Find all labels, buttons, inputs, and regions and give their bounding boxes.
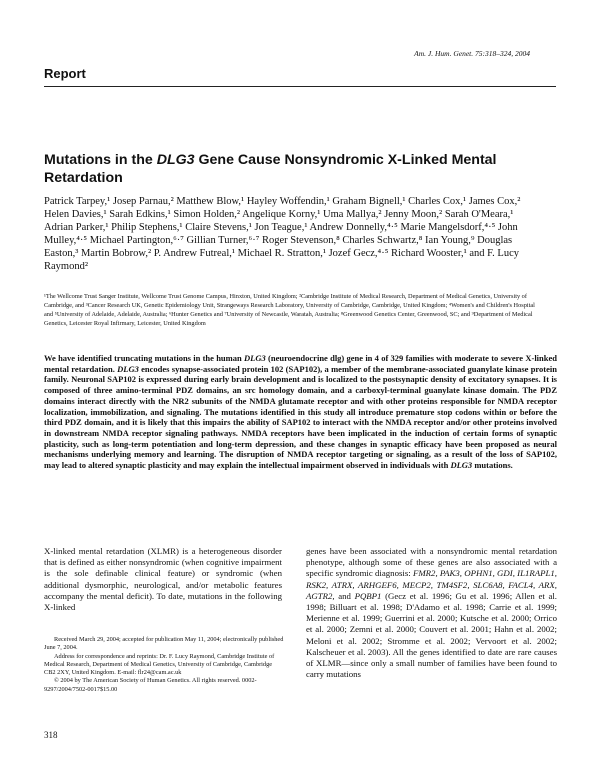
abstract-gene-3: DLG3: [450, 460, 473, 471]
body-right-part-2: (Gecz et al. 1996; Gu et al. 1996; Allen et al. 1998; Billuart et al. 1998; D'Adamo et al. 1998; Carrie et al. 1999; Merienne et al. 1999; Guerrini et al. 2000; Kutsche et al. 2000; Orrico et al. 2000; Zemni et al. 2000; Couvert et al. 2001; Hahn et al. 2002; Meloni et al. 2002; Stromme et al. 2002; Vervoort et al. 2002; Kalscheuer et al. 2003). All the genes identified to date are rare causes of XLMR—since only a small number of families have been found to carry mutations: [306, 590, 558, 680]
copyright-note: © 2004 by The American Society of Human Genetics. All rights reserved. 0002-9297/2004/7502-0017$15.00: [44, 677, 257, 693]
page-number: 318: [44, 730, 58, 740]
title-part-2: Gene Cause Nonsyndromic X-Linked Mental Retardation: [44, 152, 497, 186]
gene-list: FMR2, PAK3, OPHN1, GDI, IL1RAPL1, RSK2, ATRX, ARHGEF6, MECP2, TM4SF2, SLC6A8, FACL4, ARX, AGTR2,: [306, 568, 557, 601]
body-column-left: X-linked mental retardation (XLMR) is a heterogeneous disorder that is defined as either nonsyndromic (when cognitive impairment is the sole definable clinical feature) or syndromic (when additional dysmorphic, neurological, and/or metabolic features accompany the mental deficit). To date, mutations in the following X-linked: [44, 546, 282, 613]
abstract-part-3: encodes synapse-associated protein 102 (SAP102), a member of the membrane-associated guanylate kinase protein family. Neuronal SAP102 is expressed during early brain development and is localized to the postsynaptic density of excitatory synapses. It is composed of three amino-terminal PDZ domains, an src homology domain, and a carboxyl-terminal guanylate kinase domain. The PDZ domains interact directly with the NR2 subunits of the NMDA glutamate receptor and with other proteins responsible for NMDA receptor localization, immobilization, and signaling. The mutations identified in this study all introduce premature stop codons within or before the third PDZ domain, and it is likely that this impairs the ability of SAP102 to interact with the NMDA receptor and/or other proteins involved in downstream NMDA receptor signaling pathways. NMDA receptors have been implicated in the induction of certain forms of synaptic plasticity, such as long-term potentiation and long-term depression, and these changes in synaptic efficacy have been proposed as neural mechanisms underlying memory and learning. The disruption of NMDA receptor targeting or signaling, as a result of the loss of SAP102, may lead to altered synaptic plasticity and may explain the intellectual impairment observed in individuals with: [44, 363, 557, 471]
author-list: Patrick Tarpey,¹ Josep Parnau,² Matthew Blow,¹ Hayley Woffendin,¹ Graham Bignell,¹ Charles Cox,¹ James Cox,² Helen Davies,¹ Sarah Edkins,¹ Simon Holden,² Angelique Korny,¹ Uma Mallya,² Jenny Moon,² Sarah O'Meara,¹ Adrian Parker,¹ Philip Stephens,¹ Claire Stevens,¹ Jon Teague,¹ Andrew Donnelly,⁴·⁵ Marie Mangelsdorf,⁴·⁵ John Mulley,⁴·⁵ Michael Partington,⁶·⁷ Gillian Turner,⁶·⁷ Roger Stevenson,⁸ Charles Schwartz,⁸ Ian Young,⁹ Douglas Easton,³ Martin Bobrow,² P. Andrew Futreal,¹ Michael R. Stratton,¹ Jozef Gecz,⁴·⁵ Richard Wooster,¹ and F. Lucy Raymond²: [44, 196, 521, 272]
header-rule: [44, 86, 556, 87]
correspondence-note: Address for correspondence and reprints: Dr. F. Lucy Raymond, Cambridge Institute of Medical Research, Department of Medical Genetics, University of Cambridge, Cambridge CB2 2XY, United Kingdom. E-mail: flr24@cam.ac.uk: [44, 652, 275, 677]
abstract: [44, 353, 557, 471]
article-title: [44, 151, 514, 187]
footnotes: [44, 636, 284, 694]
body-right-part-1: genes have been associated with a nonsyndromic mental retardation phenotype, although some of these genes are also associated with a specific syndromic diagnosis:: [306, 546, 557, 579]
gene-pqbp1: PQBP1: [354, 590, 382, 601]
journal-reference: Am. J. Hum. Genet. 75:318–324, 2004: [414, 49, 530, 58]
abstract-gene-2: DLG3: [117, 363, 139, 374]
abstract-gene-1: DLG3: [244, 353, 266, 363]
body-column-right: [306, 546, 557, 680]
section-label: Report: [44, 66, 86, 81]
affiliations: ¹The Wellcome Trust Sanger Institute, Wellcome Trust Genome Campus, Hinxton, United Kingdom; ²Cambridge Institute of Medical Research, Department of Medical Genetics, University of Cambridge, and ³Cancer Research UK, Genetic Epidemiology Unit, Strangeways Research Laboratory, University of Cambridge, Cambridge, United Kingdom; ⁴Women's and Children's Hospital and ⁵University of Adelaide, Adelaide, Australia; ⁶Hunter Genetics and ⁷University of Newcastle, Waratah, Australia; ⁸Greenwood Genetics Center, Greenwood, SC; and ⁹Department of Medical Genetics, Leicester Royal Infirmary, Leicester, United Kingdom: [44, 293, 535, 327]
abstract-part-4: mutations.: [472, 460, 513, 471]
abstract-part-2: (neuroendocrine dlg) gene in 4 of 329 families with moderate to severe X-linked mental retardation.: [44, 353, 557, 374]
title-gene: DLG3: [156, 152, 195, 168]
abstract-part-1: We have identified truncating mutations in the human: [44, 353, 244, 363]
received-note: Received March 29, 2004; accepted for publication May 11, 2004; electronically published June 7, 2004.: [44, 636, 284, 652]
title-part-1: Mutations in the: [44, 152, 157, 168]
body-right-and: and: [334, 590, 355, 601]
